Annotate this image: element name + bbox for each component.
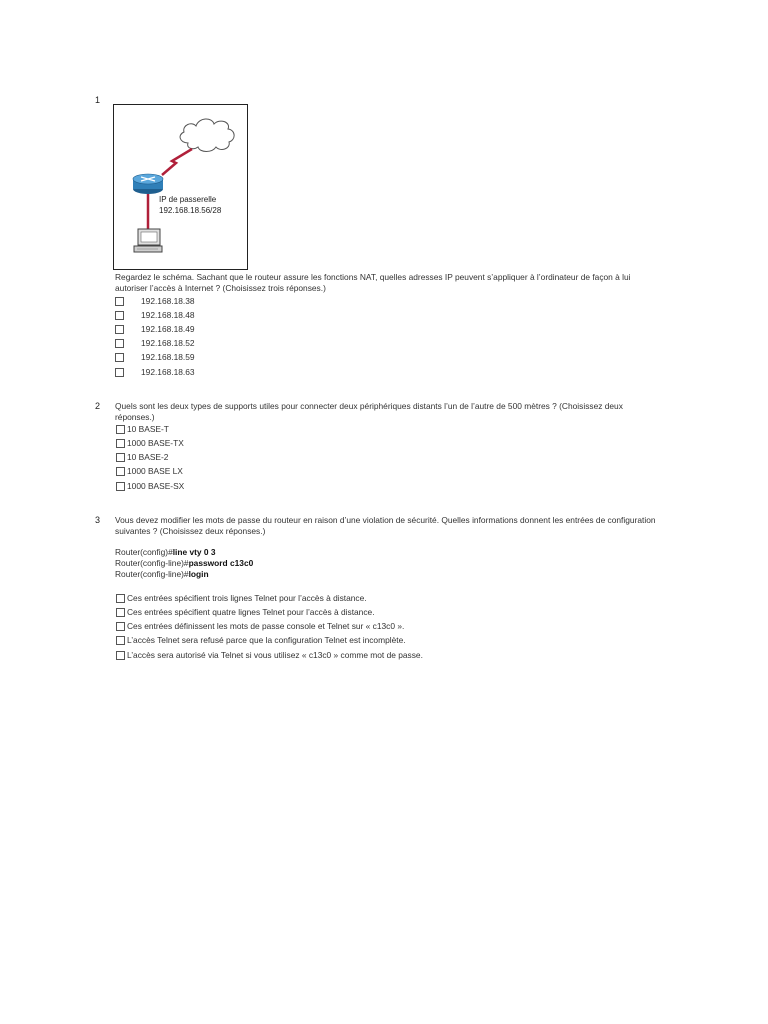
option-label: Ces entrées spécifient trois lignes Telnet pour l’accès à distance.: [127, 593, 367, 603]
checkbox[interactable]: [116, 651, 125, 660]
checkbox[interactable]: [116, 425, 125, 434]
checkbox[interactable]: [116, 622, 125, 631]
checkbox[interactable]: [115, 311, 124, 320]
q1-option-3[interactable]: [115, 324, 195, 334]
q1-option-5[interactable]: [115, 352, 195, 362]
serial-link: [162, 149, 192, 175]
q3-option-3[interactable]: [116, 621, 404, 631]
option-label: 192.168.18.38: [141, 296, 195, 306]
question-3-text: Vous devez modifier les mots de passe du routeur en raison d’une violation de sécurité. Quelles informations donnent les entrées de configuration suivantes ? (Choisissez deux réponses.): [115, 515, 656, 536]
option-label: Ces entrées définissent les mots de passe console et Telnet sur « c13c0 ».: [127, 621, 405, 631]
option-label: Ces entrées spécifient quatre lignes Telnet pour l’accès à distance.: [127, 607, 375, 617]
q3-option-4[interactable]: [116, 635, 406, 645]
question-3-number: 3: [95, 515, 101, 525]
checkbox[interactable]: [116, 439, 125, 448]
q2-option-2[interactable]: [116, 438, 184, 448]
q2-option-4[interactable]: [116, 466, 183, 476]
option-label: 192.168.18.48: [141, 310, 195, 320]
question-2-number: 2: [95, 401, 101, 411]
option-label: 192.168.18.63: [141, 367, 195, 377]
option-label: L’accès sera autorisé via Telnet si vous utilisez « c13c0 » comme mot de passe.: [127, 650, 423, 660]
checkbox[interactable]: [116, 636, 125, 645]
network-diagram: [113, 104, 248, 270]
gateway-ip: 192.168.18.56/28: [159, 206, 222, 215]
router-icon: [133, 174, 163, 194]
checkbox[interactable]: [116, 608, 125, 617]
q1-option-4[interactable]: [115, 338, 195, 348]
q1-option-6[interactable]: [115, 367, 195, 377]
checkbox[interactable]: [116, 453, 125, 462]
q3-option-1[interactable]: [116, 593, 367, 603]
checkbox[interactable]: [115, 368, 124, 377]
option-label: 1000 BASE-SX: [127, 481, 185, 491]
cloud-icon: [180, 119, 234, 152]
q2-option-5[interactable]: [116, 481, 184, 491]
option-label: 1000 BASE LX: [127, 466, 183, 476]
network-diagram-drawing: [114, 105, 249, 271]
option-label: L’accès Telnet sera refusé parce que la configuration Telnet est incomplète.: [127, 635, 406, 645]
config-line-3: Router(config-line)#login: [115, 569, 209, 579]
checkbox[interactable]: [116, 594, 125, 603]
q2-option-3[interactable]: [116, 452, 168, 462]
q2-option-1[interactable]: [116, 424, 169, 434]
checkbox[interactable]: [115, 339, 124, 348]
question-2-text: Quels sont les deux types de supports utiles pour connecter deux périphériques distants l’un de l’autre de 500 mètres ? (Choisissez deux réponses.): [115, 401, 623, 422]
option-label: 192.168.18.49: [141, 324, 195, 334]
option-label: 10 BASE-T: [127, 424, 169, 434]
question-1-number: 1: [95, 95, 101, 105]
question-1-text: Regardez le schéma. Sachant que le routeur assure les fonctions NAT, quelles adresses IP peuvent s’appliquer à l’ordinateur de façon à lui autoriser l’accès à Internet ? (Choisissez trois réponses.): [115, 272, 631, 293]
q3-option-5[interactable]: [116, 650, 423, 660]
option-label: 1000 BASE-TX: [127, 438, 184, 448]
checkbox[interactable]: [115, 297, 124, 306]
q1-option-2[interactable]: [115, 310, 195, 320]
computer-icon: [134, 229, 162, 252]
config-line-1: Router(config)#line vty 0 3: [115, 547, 216, 557]
q1-option-1[interactable]: [115, 296, 195, 306]
option-label: 192.168.18.59: [141, 352, 195, 362]
config-line-2: Router(config-line)#password c13c0: [115, 558, 254, 568]
checkbox[interactable]: [115, 353, 124, 362]
q3-option-2[interactable]: [116, 607, 375, 617]
option-label: 192.168.18.52: [141, 338, 195, 348]
checkbox[interactable]: [116, 467, 125, 476]
gateway-label: IP de passerelle: [159, 195, 217, 204]
checkbox[interactable]: [116, 482, 125, 491]
option-label: 10 BASE-2: [127, 452, 169, 462]
config-block: [115, 547, 253, 580]
checkbox[interactable]: [115, 325, 124, 334]
